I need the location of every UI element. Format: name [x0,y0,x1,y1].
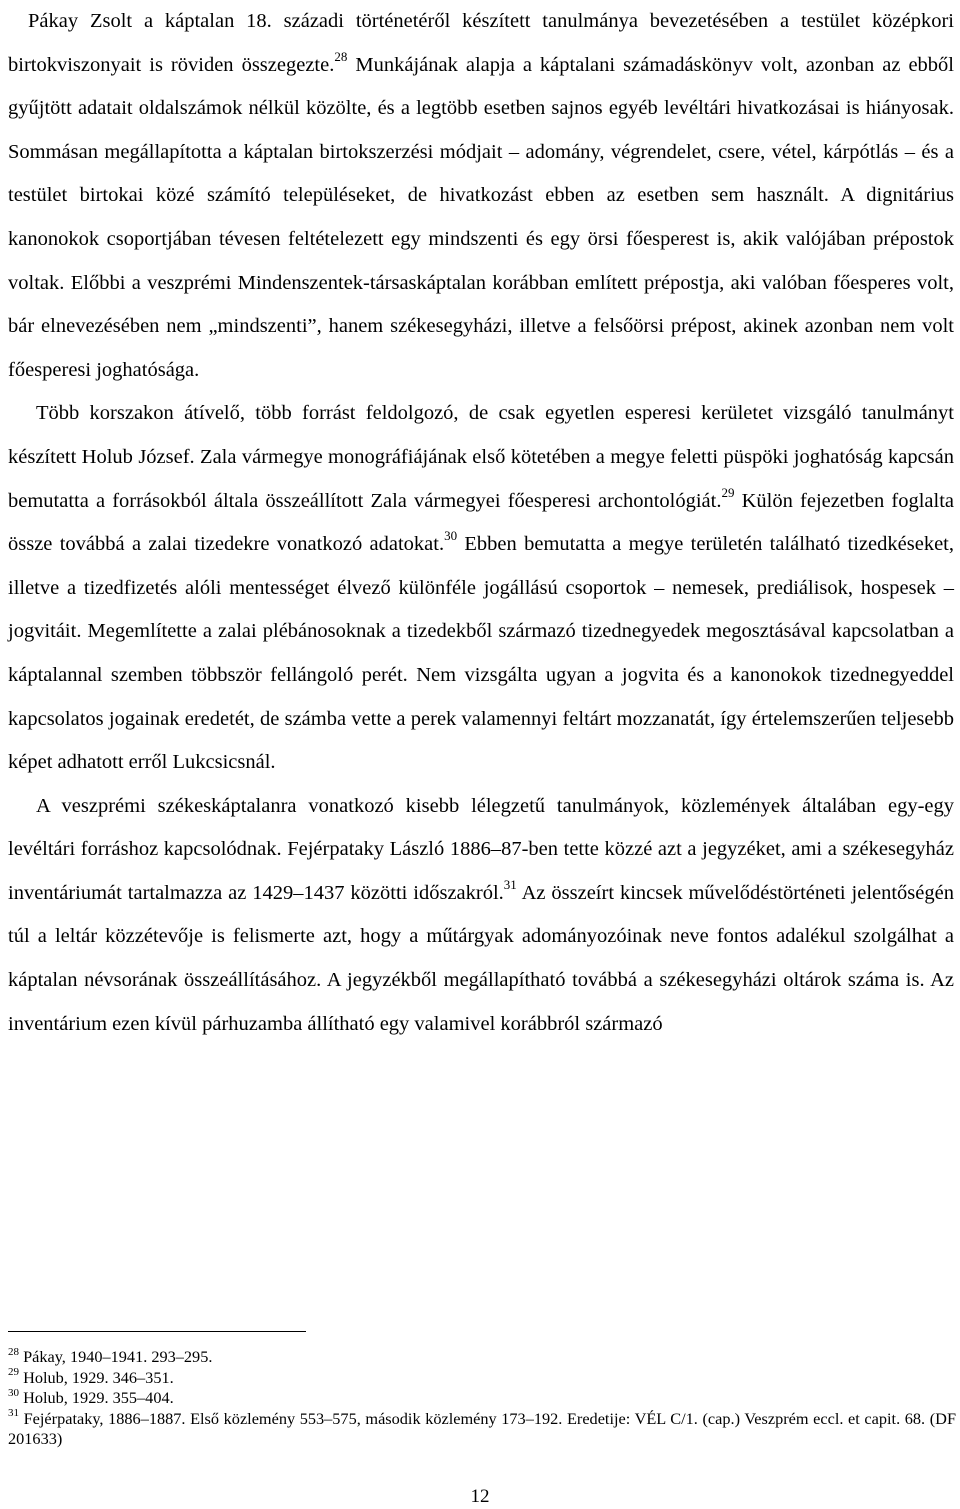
footnote-reference[interactable]: 29 [721,484,735,500]
footnote-reference[interactable]: 30 [444,528,458,544]
paragraph-text: Az összeírt kincsek művelődéstörténeti jelentőségén túl a leltár közzétevője is felismerte azt, hogy a műtárgyak adományozóinak neve fontos adalékul szolgálhat a káptalan névsorának összeállításához. A jegyzékből megállapítható továbbá a székesegyházi oltárok száma is. Az inventárium ezen kívül párhuzamba állítható egy valamivel korábbról származó [8,881,954,1035]
footnote-text: Holub, 1929. 355–404. [19,1388,174,1408]
footnote-text: Holub, 1929. 346–351. [19,1367,174,1387]
footnote-number: 28 [8,1345,19,1358]
footnote-number: 31 [8,1407,19,1420]
paragraph-text: Pákay Zsolt a káptalan 18. századi történetéről készített tanulmánya bevezetésében a testület középkori birtokviszonyait is röviden összegezte. [8,10,954,76]
footnote-number: 29 [8,1366,19,1379]
paragraph-text: Ebben bemutatta a megye területén található tizedkéseket, illetve a tizedfizetés alóli mentességet élvező különféle jogállású csoportok – nemesek, prediálisok, hospesek – jogvitáit. Megemlítette a zalai plébánosoknak a tizedekből származó tizednegyedek megosztásával kapcsolatban a káptalannal szemben többször fellángoló perét. Nem vizsgálta ugyan a jogvita és a kanonokok tizednegyeddel kapcsolatos jogainak eredetét, de számba vette a perek valamennyi feltárt mozzanatát, így értelemszerűen teljesebb képet adhatott erről Lukcsicsnál. [8,533,954,774]
footnote-text: Fejérpataky, 1886–1887. Első közlemény 553–575, második közlemény 173–192. Eredetije: VÉL C/1. (cap.) Veszprém eccl. et capit. 68. (DF 201633) [8,1408,956,1449]
page-body [8,0,954,1046]
footnote-separator [8,1331,306,1332]
footnotes [8,1347,956,1450]
paragraph-text: Több korszakon átívelő, több forrást feldolgozó, de csak egyetlen esperesi kerületet vizsgáló tanulmányt készített Holub József. Zala vármegye monográfiájának első kötetében a megye feletti püspöki joghatóság kapcsán bemutatta a forrásokból általa összeállított Zala vármegyei főesperesi archontológiát. [8,402,954,512]
footnote-item [8,1388,956,1409]
paragraph-text: Munkájának alapja a káptalani számadáskönyv volt, azonban az ebből gyűjtött adatait oldalszámok nélkül közölte, és a legtöbb esetben sajnos egyéb levéltári hivatkozásai is hiányosak. Sommásan megállapította a káptalan birtokszerzési módjait – adomány, végrendelet, csere, vétel, kárpótlás – és a testület birtokai közé számító településeket, de hivatkozást ebben az esetben sem használt. A dignitárius kanonokok csoportjában tévesen feltételezett egy mindszenti és egy örsi főesperest is, akik valójában prépostok voltak. Előbbi a veszprémi Mindenszentek-társaskáptalan korábban említett prépostja, aki valóban főesperes volt, bár elnevezésében nem „mindszenti”, hanem székesegyházi, illetve a felsőörsi prépost, akinek azonban nem volt főesperesi joghatósága. [8,53,955,381]
footnote-reference[interactable]: 28 [334,48,348,64]
page-number: 12 [470,1486,490,1507]
footnote-item [8,1368,956,1389]
footnote-text: Pákay, 1940–1941. 293–295. [19,1347,213,1366]
paragraph-text: Külön fejezetben foglalta össze továbbá a zalai tizedekre vonatkozó adatokat. [8,489,954,556]
paragraph-3 [8,785,954,1047]
paragraph-1 [8,0,954,392]
footnote-item [8,1347,956,1368]
footnote-number: 30 [8,1386,19,1399]
paragraph-2 [8,392,954,784]
footnote-item [8,1409,956,1450]
footnote-reference[interactable]: 31 [503,877,517,893]
paragraph-text: A veszprémi székeskáptalanra vonatkozó kisebb lélegzetű tanulmányok, közlemények általában egy-egy levéltári forráshoz kapcsolódnak. Fejérpataky László 1886–87-ben tette közzé azt a jegyzéket, ami a székesegyház inventáriumát tartalmazza az 1429–1437 közötti időszakról. [8,794,954,904]
